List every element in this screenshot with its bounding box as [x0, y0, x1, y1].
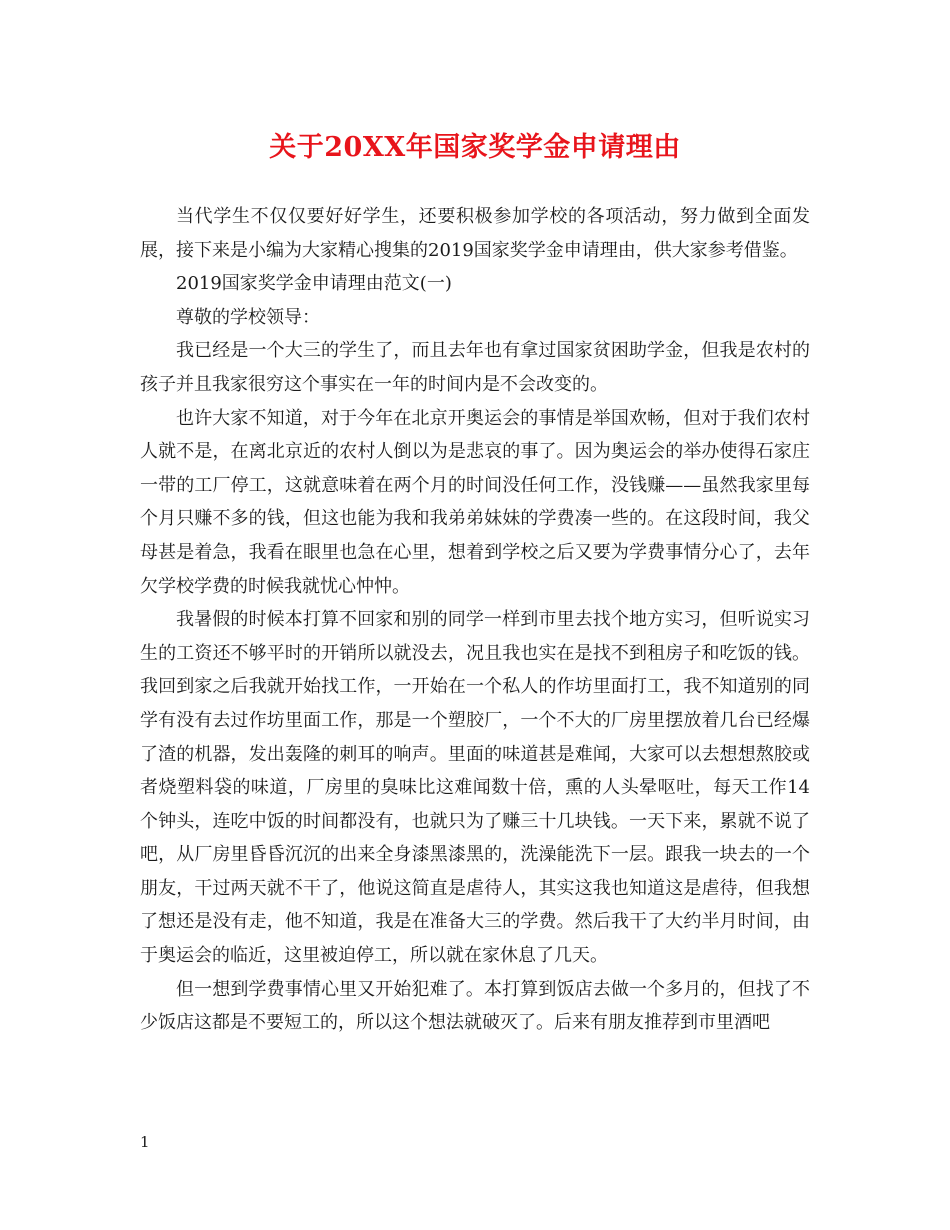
document-body	[140, 200, 810, 1040]
paragraph-body-4: 但一想到学费事情心里又开始犯难了。本打算到饭店去做一个多月的，但找了不少饭店这都是不要短工的，所以这个想法就破灭了。后来有朋友推荐到市里酒吧	[140, 978, 810, 1034]
paragraph-body-2: 也许大家不知道，对于今年在北京开奥运会的事情是举国欢畅，但对于我们农村人就不是，在离北京近的农村人倒以为是悲哀的事了。因为奥运会的举办使得石家庄一带的工厂停工，这就意味着在两个月的时间没任何工作，没钱赚——虽然我家里每个月只赚不多的钱，但这也能为我和我弟弟妹妹的学费凑一些的。在这段时间，我父母甚是着急，我看在眼里也急在心里，想着到学校之后又要为学费事情分心了，去年欠学校学费的时候我就忧心忡忡。	[140, 407, 810, 597]
paragraph-sample-heading: 2019国家奖学金申请理由范文(一)	[176, 273, 452, 295]
paragraph-body-3: 我暑假的时候本打算不回家和别的同学一样到市里去找个地方实习，但听说实习生的工资还不够平时的开销所以就没去，况且我也实在是找不到租房子和吃饭的钱。我回到家之后我就开始找工作，一开始在一个私人的作坊里面打工，我不知道别的同学有没有去过作坊里面工作，那是一个塑胶厂，一个不大的厂房里摆放着几台已经爆了渣的机器，发出轰隆的刺耳的响声。里面的味道甚是难闻，大家可以去想想熬胶或者烧塑料袋的味道，厂房里的臭味比这难闻数十倍，熏的人头晕呕吐，每天工作14个钟头，连吃中饭的时间都没有，也就只为了赚三十几块钱。一天下来，累就不说了吧，从厂房里昏昏沉沉的出来全身漆黑漆黑的，洗澡能洗下一层。跟我一块去的一个朋友，干过两天就不干了，他说这简直是虐待人，其实这我也知道这是虐待，但我想了想还是没有走，他不知道，我是在准备大三的学费。然后我干了大约半月时间，由于奥运会的临近，这里被迫停工，所以就在家休息了几天。	[140, 609, 810, 967]
paragraph-body-1: 我已经是一个大三的学生了，而且去年也有拿过国家贫困助学金，但我是农村的孩子并且我家很穷这个事实在一年的时间内是不会改变的。	[140, 340, 810, 395]
document-title: 关于20XX年国家奖学金申请理由	[269, 132, 681, 163]
paragraph-salutation: 尊敬的学校领导：	[176, 306, 320, 328]
paragraph-intro: 当代学生不仅仅要好好学生，还要积极参加学校的各项活动，努力做到全面发展，接下来是小编为大家精心搜集的2019国家奖学金申请理由，供大家参考借鉴。	[140, 206, 810, 261]
page-number: 1	[140, 1133, 150, 1151]
